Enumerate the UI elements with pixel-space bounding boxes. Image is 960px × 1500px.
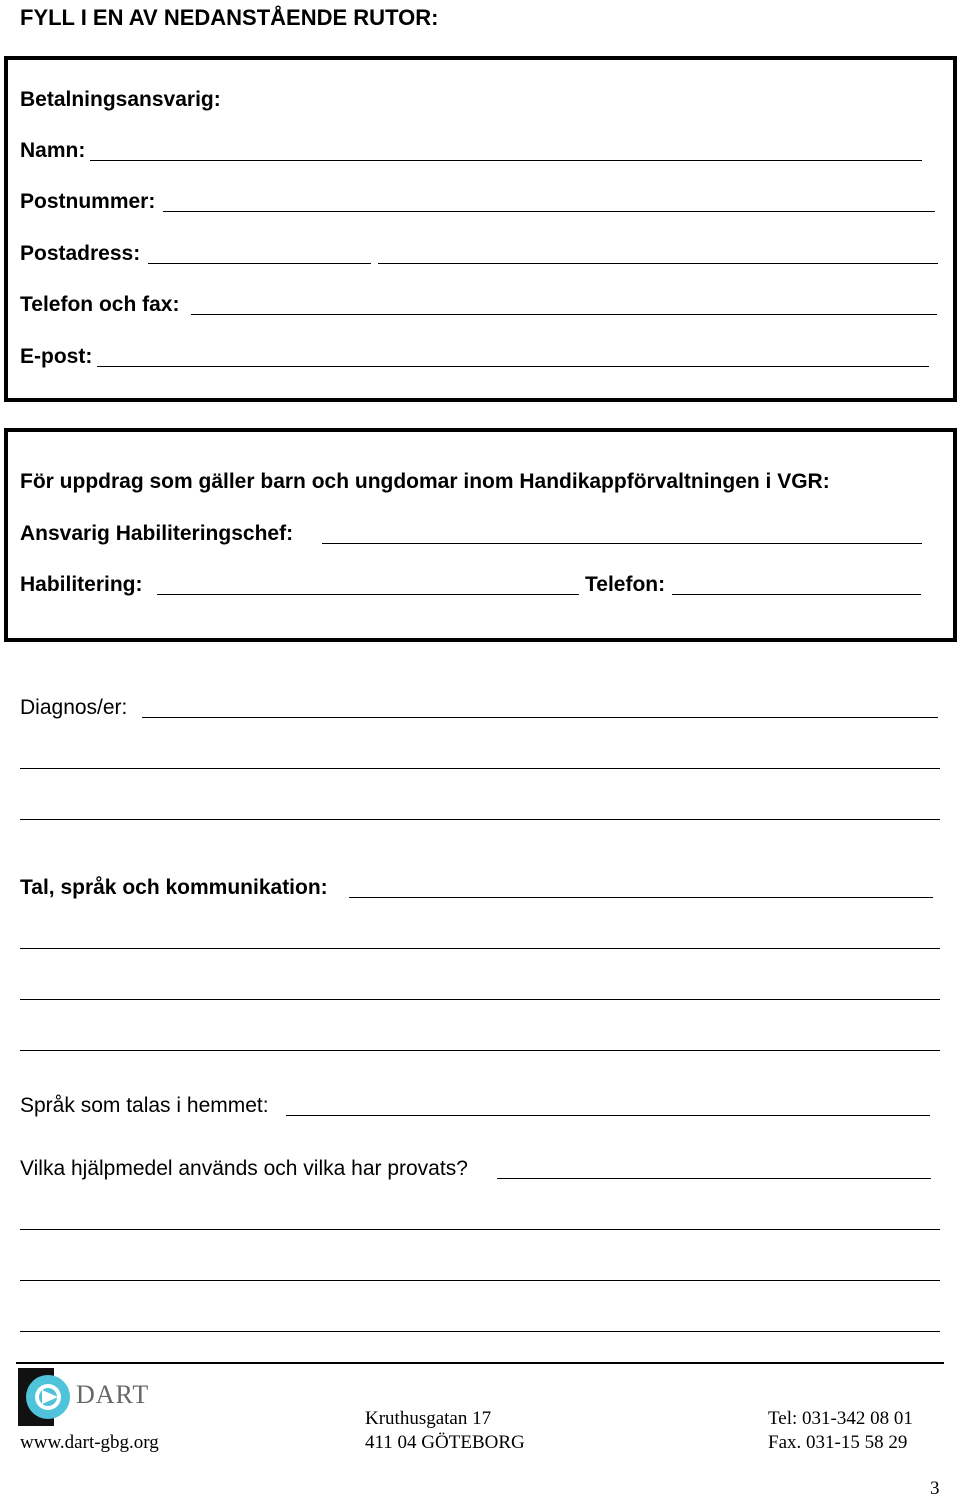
- payer-title: Betalningsansvarig:: [20, 88, 221, 111]
- habilitering-field[interactable]: [157, 594, 579, 595]
- diagnos-field[interactable]: [142, 717, 938, 718]
- epost-label: E-post:: [20, 345, 93, 368]
- sprak-field[interactable]: [286, 1115, 930, 1116]
- postnummer-field[interactable]: [163, 211, 935, 212]
- telefon-field[interactable]: [672, 594, 921, 595]
- diagnos-label: Diagnos/er:: [20, 696, 128, 719]
- tal-field[interactable]: [349, 897, 933, 898]
- logo-text: DART: [76, 1380, 150, 1409]
- tal-line-3[interactable]: [20, 999, 940, 1000]
- postnummer-label: Postnummer:: [20, 190, 156, 213]
- hjalpmedel-line-2[interactable]: [20, 1229, 940, 1230]
- telefon-label: Telefon:: [585, 573, 666, 596]
- footer-tel: Tel: 031-342 08 01: [768, 1408, 913, 1429]
- footer-rule: [16, 1362, 944, 1364]
- website-link[interactable]: www.dart-gbg.org: [20, 1432, 159, 1453]
- tal-line-2[interactable]: [20, 948, 940, 949]
- footer-fax: Fax. 031-15 58 29: [768, 1432, 908, 1453]
- page-number: 3: [930, 1478, 940, 1499]
- telefon-fax-field[interactable]: [191, 314, 937, 315]
- chef-field[interactable]: [322, 543, 922, 544]
- hjalpmedel-field[interactable]: [497, 1178, 931, 1179]
- diagnos-line-3[interactable]: [20, 819, 940, 820]
- form-heading: FYLL I EN AV NEDANSTÅENDE RUTOR:: [20, 5, 439, 30]
- diagnos-line-2[interactable]: [20, 768, 940, 769]
- name-label: Namn:: [20, 139, 86, 162]
- hjalpmedel-label: Vilka hjälpmedel används och vilka har provats?: [20, 1157, 468, 1180]
- epost-field[interactable]: [97, 366, 929, 367]
- hjalpmedel-line-4[interactable]: [20, 1331, 940, 1332]
- habilitering-box-title: För uppdrag som gäller barn och ungdomar inom Handikappförvaltningen i VGR:: [20, 470, 830, 493]
- habilitering-label: Habilitering:: [20, 573, 143, 596]
- sprak-label: Språk som talas i hemmet:: [20, 1094, 269, 1117]
- name-field[interactable]: [90, 160, 922, 161]
- postadress-field-1[interactable]: [148, 263, 371, 264]
- telefon-fax-label: Telefon och fax:: [20, 293, 180, 316]
- footer-street: Kruthusgatan 17: [365, 1408, 492, 1429]
- hjalpmedel-line-3[interactable]: [20, 1280, 940, 1281]
- chef-label: Ansvarig Habiliteringschef:: [20, 522, 294, 545]
- postadress-label: Postadress:: [20, 242, 141, 265]
- dart-logo: [18, 1368, 178, 1428]
- tal-line-4[interactable]: [20, 1050, 940, 1051]
- tal-label: Tal, språk och kommunikation:: [20, 876, 328, 899]
- postadress-field-2[interactable]: [378, 263, 938, 264]
- footer-city: 411 04 GÖTEBORG: [365, 1432, 525, 1453]
